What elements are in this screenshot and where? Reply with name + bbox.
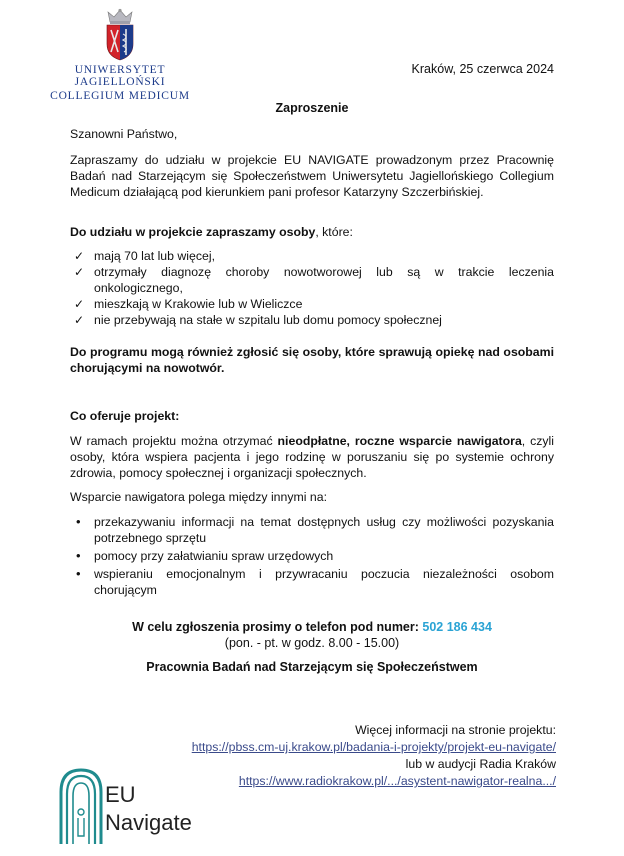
checkmark-icon: ✓: [74, 265, 85, 279]
list-item: • wspieraniu emocjonalnym i przywracaniu poczucia niezależności osobom chorującym: [76, 566, 554, 597]
salutation: Szanowni Państwo,: [70, 127, 178, 141]
caregivers-paragraph: Do programu mogą również zgłosić się osoby, które sprawują opiekę nad osobami chorującymi na nowotwór.: [70, 345, 554, 375]
checkmark-icon: ✓: [74, 249, 85, 263]
uj-crest-icon: [102, 8, 138, 62]
faculty-name: COLLEGIUM MEDICUM: [50, 90, 190, 102]
phone-number[interactable]: 502 186 434: [422, 620, 492, 634]
list-item: ✓ mieszkają w Krakowie lub w Wieliczce: [74, 297, 303, 311]
radio-text: lub w audycji Radia Kraków: [405, 757, 556, 771]
footer-info: [192, 722, 556, 790]
criteria-list: [70, 248, 554, 328]
more-info-text: Więcej informacji na stronie projektu:: [355, 723, 556, 737]
eu-logo-text-line2: Navigate: [105, 810, 192, 835]
project-link[interactable]: https://pbss.cm-uj.krakow.pl/badania-i-projekty/projekt-eu-navigate/: [191, 740, 556, 754]
checkmark-icon: ✓: [74, 313, 85, 327]
phone-label: W celu zgłoszenia prosimy o telefon pod numer:: [132, 620, 423, 634]
eu-navigate-logo: [57, 766, 207, 846]
support-list: [70, 514, 554, 600]
list-item: ✓ otrzymały diagnozę choroby nowotworowej lub są w trakcie leczenia onkologicznego,: [74, 265, 554, 295]
offer-heading: Co oferuje projekt:: [70, 409, 180, 423]
list-item: ✓ mają 70 lat lub więcej,: [74, 249, 215, 263]
intro-paragraph: Zapraszamy do udziału w projekcie EU NAVIGATE prowadzonym przez Pracownię Badań nad Starzejącym się Społeczeństwem Uniwersytetu Jagiellońskiego Collegium Medicum działającą pod kierunkiem pani profesor Katarzyny Szczerbińskiej.: [70, 153, 554, 199]
list-item: • przekazywaniu informacji na temat dostępnych usług czy możliwości pozyskania potrzebnego sprzętu: [76, 514, 554, 545]
letter-title: Zaproszenie: [275, 101, 349, 115]
support-intro: Wsparcie nawigatora polega między innymi na:: [70, 490, 327, 504]
invite-rest-text: , które:: [315, 225, 353, 239]
letter-date: Kraków, 25 czerwca 2024: [411, 62, 554, 76]
signature: Pracownia Badań nad Starzejącym się Społeczeństwem: [146, 660, 478, 674]
bullet-icon: •: [76, 514, 81, 529]
bullet-icon: •: [76, 548, 81, 563]
offer-bold-text: nieodpłatne, roczne wsparcie nawigatora: [277, 434, 522, 448]
list-item: ✓ nie przebywają na stałe w szpitalu lub domu pomocy społecznej: [74, 313, 442, 327]
invite-paragraph: [70, 224, 554, 240]
invite-bold-text: Do udziału w projekcie zapraszamy osoby: [70, 225, 316, 239]
phone-line: [0, 620, 624, 634]
eu-logo-text-line1: EU: [105, 782, 136, 807]
university-name: UNIWERSYTET JAGIELLOŃSKI: [74, 64, 166, 88]
list-item: • pomocy przy załatwianiu spraw urzędowych: [76, 548, 334, 563]
uj-cm-logo: [30, 8, 210, 102]
bullet-icon: •: [76, 566, 81, 581]
office-hours: (pon. - pt. w godz. 8.00 - 15.00): [224, 636, 400, 650]
radio-link[interactable]: https://www.radiokrakow.pl/.../asystent-nawigator-realna.../: [238, 774, 556, 788]
checkmark-icon: ✓: [74, 297, 85, 311]
offer-paragraph: W ramach projektu można otrzymać nieodpłatne, roczne wsparcie nawigatora, czyli osoby, która wspiera pacjenta i jego rodzinę w poruszaniu się po systemie ochrony zdrowia, pomocy społecznej i organizacji społecznych.: [70, 434, 555, 480]
